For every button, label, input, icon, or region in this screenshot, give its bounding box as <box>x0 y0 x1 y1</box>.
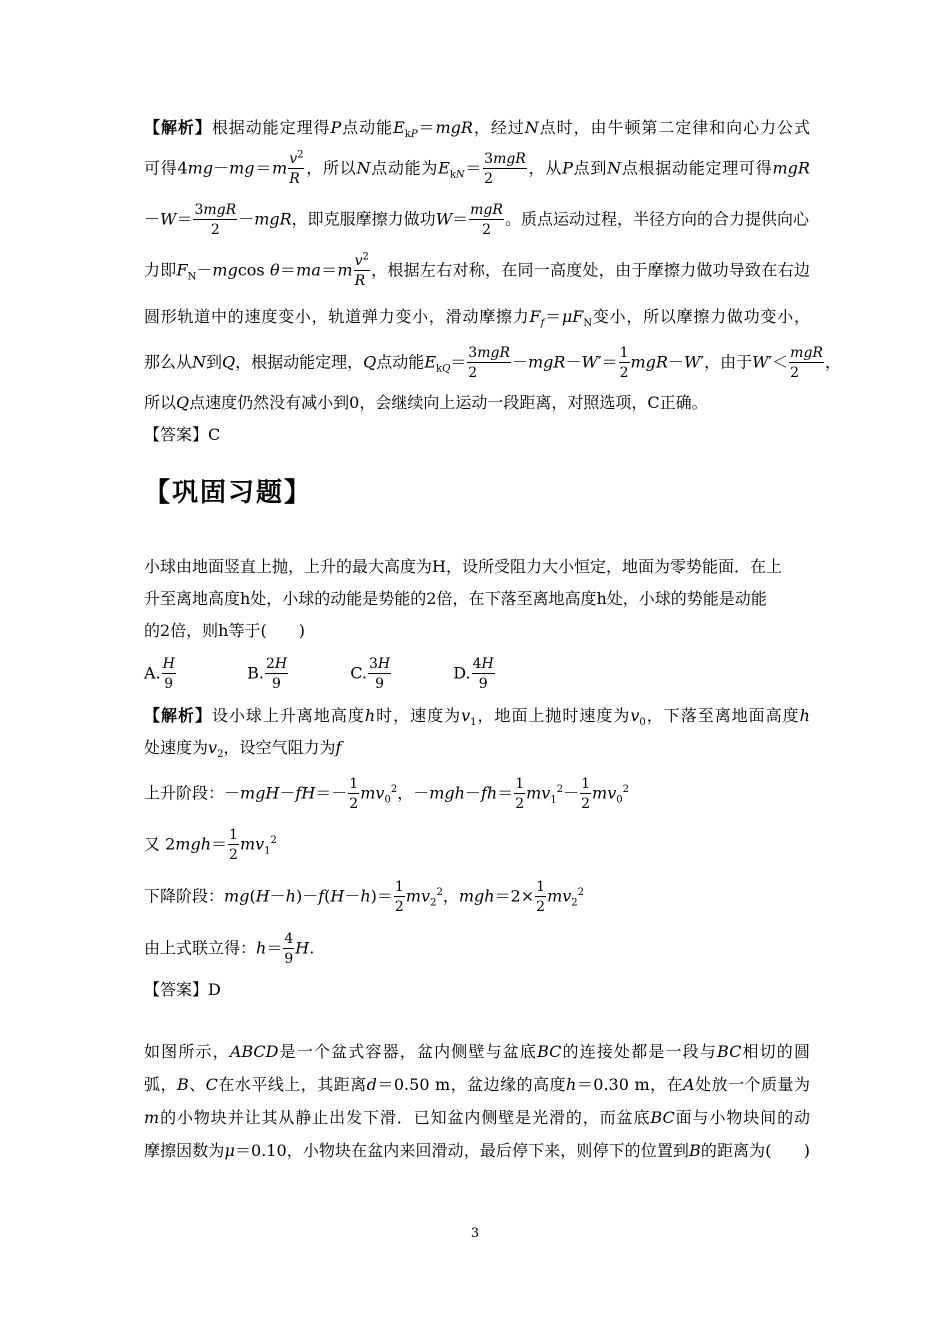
prev-analysis-line-5: 圆形轨道中的速度变小，轨道弹力变小，滑动摩擦力$F_f=\mu F_N$变小，所以摩擦力做功变小， <box>144 307 810 330</box>
q1-analysis-line-1: 【解析】设小球上升离地高度h时，速度为$v_1$，地面上抛时速度为$v_0$，下落至离地面高度h <box>144 706 810 729</box>
q1-stem-line-3: 的2倍，则h等于( ) <box>144 621 305 640</box>
q1-also-eq: 又 2mgh＝ $\frac{1}{2}$ $mv_1^2$ <box>144 827 277 863</box>
prev-analysis-line-4: 力即$F_N-mgcos$ θ＝ma＝m $\frac{v^2}{R}$ ，根据左右对称，在同一高度处，由于摩擦力做功导致在右边 <box>144 251 810 289</box>
q1-option-d[interactable]: D. $\frac{4H}{9}$ <box>453 656 494 692</box>
section-title: 【巩固习题】 <box>144 478 313 508</box>
q2-line-2: 弧，B、C在水平线上，其距离d＝0.50 m，盆边缘的高度h＝0.30 m，在A处放一个质量为 <box>144 1075 810 1094</box>
q1-option-c[interactable]: C. $\frac{3H}{9}$ <box>350 656 391 692</box>
q1-stem-line-1: 小球由地面竖直上抛，上升的最大高度为H，设所受阻力大小恒定，地面为零势能面．在上 <box>144 557 782 576</box>
prev-analysis-line-3: －W＝ $\frac{\text{3mgR}}{2}$ －mgR，即克服摩擦力做功W＝ $\frac{\text{mgR}}{2}$ 。质点运动过程，半径方向的合力提供向心 <box>144 202 809 238</box>
prev-analysis-line-6: 那么从N到Q，根据动能定理，Q点动能$E_{kQ}=$ $\frac{\text{3mgR}}{2}$ －mgR－W′＝ $\frac{1}{2}$ mgR－W′，由于W′＜ $\frac{\text{mgR}}{2}$ ， <box>144 345 841 381</box>
q1-analysis-line-2: 处速度为$v_2$，设空气阻力为f <box>144 738 342 761</box>
q1-option-b[interactable]: B. $\frac{2H}{9}$ <box>247 656 288 692</box>
page-number: 3 <box>470 1226 480 1241</box>
q1-stem-line-2: 升至离地高度h处，小球的动能是势能的2倍，在下落至离地高度h处，小球的势能是动能 <box>144 589 767 608</box>
prev-analysis-line-2: 可得4mg－mg＝m $\frac{v^2}{R}$ ，所以N点动能为$E_{kN}=$ $\frac{\text{3mgR}}{2}$ ，从P点到N点根据动能定理可得mgR <box>144 149 810 187</box>
q2-line-1: 如图所示，ABCD是一个盆式容器，盆内侧壁与盆底BC的连接处都是一段与BC相切的圆 <box>144 1042 810 1061</box>
prev-analysis-line-7: 所以Q点速度仍然没有减小到0，会继续向上运动一段距离，对照选项，C正确。 <box>144 393 708 412</box>
q1-rising-stage: 上升阶段：－mgH－fH＝－ $\frac{1}{2}$ $mv_0^2$，－mgh－fh＝ $\frac{1}{2}$ $mv_1^2-$ $\frac{1}{2}$ $mv_0^2$ <box>144 776 629 812</box>
q1-combined: 由上式联立得：h＝ $\frac{4}{9}$ H. <box>144 931 315 967</box>
q1-answer: 【答案】D <box>144 980 221 999</box>
q1-options <box>144 657 810 691</box>
q1-falling-stage: 下降阶段：mg(H－h)－f(H－h)＝ $\frac{1}{2}$ $mv_2^2$，mgh＝2× $\frac{1}{2}$ $mv_2^2$ <box>144 879 585 915</box>
q2-line-3: m的小物块并让其从静止出发下滑．已知盆内侧壁是光滑的，而盆底BC面与小物块间的动 <box>144 1108 810 1127</box>
q1-option-a[interactable]: A. $\frac{H}{9}$ <box>144 656 175 692</box>
prev-analysis-line-1: 【解析】根据动能定理得P点动能$E_{kP}=mgR$，经过N点时，由牛顿第二定律和向心力公式 <box>144 118 810 141</box>
analysis-label: 【解析】 <box>144 118 212 137</box>
prev-answer: 【答案】C <box>144 425 221 444</box>
q2-line-4: 摩擦因数为μ＝0.10，小物块在盆内来回滑动，最后停下来，则停下的位置到B的距离为( ) <box>144 1141 810 1160</box>
